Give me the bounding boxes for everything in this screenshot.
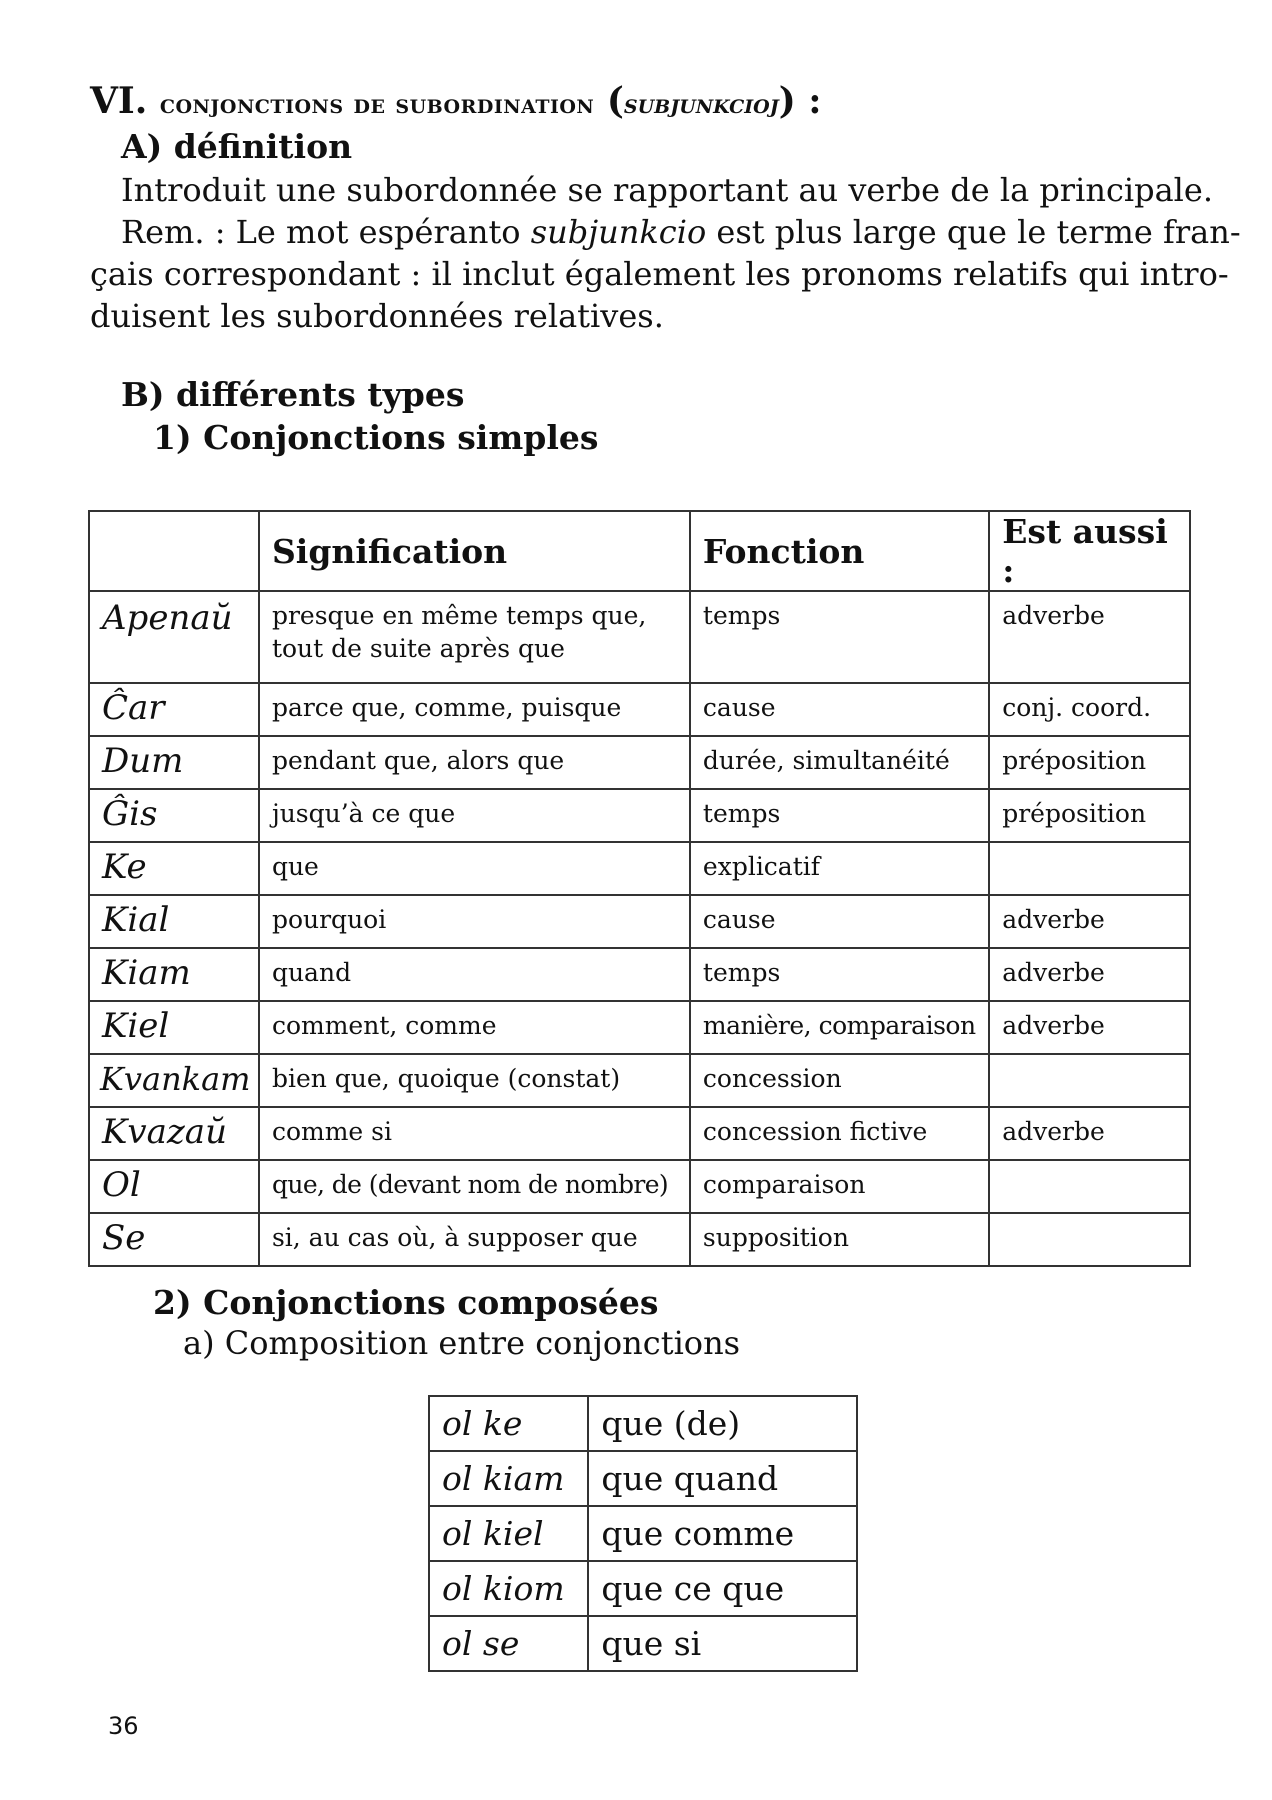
header-cell-est-aussi: Est aussi : — [989, 511, 1190, 591]
composed-word: ol kiam — [429, 1451, 588, 1506]
composed-meaning: que quand — [588, 1451, 857, 1506]
composition-subtitle: a) Composition entre conjonctions — [183, 1324, 741, 1362]
est-aussi-cell: adverbe — [989, 948, 1190, 1001]
fonction-cell: supposition — [690, 1213, 989, 1266]
section-a-title: A) définition — [121, 127, 353, 166]
heading-open-paren: ( — [594, 80, 624, 122]
header-cell-word — [89, 511, 259, 591]
signification-cell: pendant que, alors que — [259, 736, 690, 789]
est-aussi-cell: préposition — [989, 736, 1190, 789]
table-row — [429, 1506, 857, 1561]
fonction-cell: cause — [690, 895, 989, 948]
signification-cell: jusqu’à ce que — [259, 789, 690, 842]
composed-conjunctions-title: 2) Conjonctions composées — [153, 1283, 659, 1322]
composed-meaning: que ce que — [588, 1561, 857, 1616]
table-row — [429, 1616, 857, 1671]
simple-conjunctions-table — [88, 510, 1191, 1267]
fonction-cell: manière, comparaison — [690, 1001, 989, 1054]
table-row — [89, 1213, 1190, 1266]
est-aussi-cell — [989, 1160, 1190, 1213]
fonction-cell: comparaison — [690, 1160, 989, 1213]
est-aussi-cell: adverbe — [989, 1107, 1190, 1160]
chapter-heading — [90, 80, 822, 122]
table-row — [89, 789, 1190, 842]
simple-conjunctions-title: 1) Conjonctions simples — [153, 418, 599, 457]
heading-close: ) : — [778, 80, 822, 122]
conjunction-word: Kvankam — [89, 1054, 259, 1107]
signification-cell: comment, comme — [259, 1001, 690, 1054]
signification-cell: que, de (devant nom de nombre) — [259, 1160, 690, 1213]
table-row — [89, 736, 1190, 789]
table-row — [89, 683, 1190, 736]
signification-cell: si, au cas où, à supposer que — [259, 1213, 690, 1266]
signification-line-1: presque en même temps que, — [271, 601, 647, 630]
table-row — [89, 1107, 1190, 1160]
remark-after: est plus large que le terme fran- — [706, 213, 1241, 251]
table-row — [89, 948, 1190, 1001]
composed-conjunctions-table — [428, 1395, 858, 1672]
signification-cell: bien que, quoique (constat) — [259, 1054, 690, 1107]
table-row — [429, 1451, 857, 1506]
section-b-title: B) différents types — [121, 375, 465, 414]
composed-meaning: que (de) — [588, 1396, 857, 1451]
est-aussi-cell — [989, 842, 1190, 895]
est-aussi-cell: adverbe — [989, 1001, 1190, 1054]
est-aussi-cell: conj. coord. — [989, 683, 1190, 736]
table-row — [89, 1001, 1190, 1054]
fonction-cell: temps — [690, 948, 989, 1001]
conjunction-word: Ĉar — [89, 683, 259, 736]
table-row — [429, 1396, 857, 1451]
composed-word: ol kiom — [429, 1561, 588, 1616]
signification-cell: comme si — [259, 1107, 690, 1160]
fonction-cell: durée, simultanéité — [690, 736, 989, 789]
remark-term: subjunkcio — [530, 213, 707, 251]
heading-title: conjonctions de subordination — [159, 89, 595, 120]
fonction-cell: explicatif — [690, 842, 989, 895]
fonction-cell: temps — [690, 591, 989, 683]
definition-line: Introduit une subordonnée se rapportant au verbe de la principale. — [121, 171, 1213, 209]
header-cell-fonction: Fonction — [690, 511, 989, 591]
conjunction-word: Kiam — [89, 948, 259, 1001]
signification-cell: pourquoi — [259, 895, 690, 948]
fonction-cell: temps — [690, 789, 989, 842]
heading-number: VI. — [90, 80, 148, 122]
header-cell-signification: Signification — [259, 511, 690, 591]
fonction-cell: cause — [690, 683, 989, 736]
est-aussi-cell: adverbe — [989, 895, 1190, 948]
remark-line-3: duisent les subordonnées relatives. — [90, 297, 664, 335]
table-row — [89, 591, 1190, 683]
composed-word: ol se — [429, 1616, 588, 1671]
conjunction-word: Ĝis — [89, 789, 259, 842]
table-header-row — [89, 511, 1190, 591]
signification-cell: parce que, comme, puisque — [259, 683, 690, 736]
fonction-cell: concession fictive — [690, 1107, 989, 1160]
remark-before: Rem. : Le mot espéranto — [121, 213, 531, 251]
table-row — [429, 1561, 857, 1616]
signification-cell: quand — [259, 948, 690, 1001]
conjunction-word: Kiel — [89, 1001, 259, 1054]
conjunction-word: Kvazaŭ — [89, 1107, 259, 1160]
conjunction-word: Dum — [89, 736, 259, 789]
conjunction-word: Se — [89, 1213, 259, 1266]
conjunction-word: Kial — [89, 895, 259, 948]
conjunction-word: Ke — [89, 842, 259, 895]
conjunction-word: Apenaŭ — [89, 591, 259, 683]
table-row — [89, 1054, 1190, 1107]
signification-cell: que — [259, 842, 690, 895]
heading-term: subjunkcioj — [623, 89, 779, 120]
table-row — [89, 842, 1190, 895]
fonction-cell: concession — [690, 1054, 989, 1107]
page-number: 36 — [108, 1712, 139, 1740]
conjunction-word: Ol — [89, 1160, 259, 1213]
table-row — [89, 895, 1190, 948]
est-aussi-cell: adverbe — [989, 591, 1190, 683]
remark-line-2: çais correspondant : il inclut également les pronoms relatifs qui intro- — [90, 255, 1229, 293]
composed-meaning: que si — [588, 1616, 857, 1671]
table-row — [89, 1160, 1190, 1213]
composed-word: ol kiel — [429, 1506, 588, 1561]
est-aussi-cell — [989, 1213, 1190, 1266]
est-aussi-cell: préposition — [989, 789, 1190, 842]
composed-meaning: que comme — [588, 1506, 857, 1561]
est-aussi-cell — [989, 1054, 1190, 1107]
signification-line-2: tout de suite après que — [271, 634, 565, 663]
signification-cell — [259, 591, 690, 683]
remark-line — [121, 211, 1241, 253]
composed-word: ol ke — [429, 1396, 588, 1451]
